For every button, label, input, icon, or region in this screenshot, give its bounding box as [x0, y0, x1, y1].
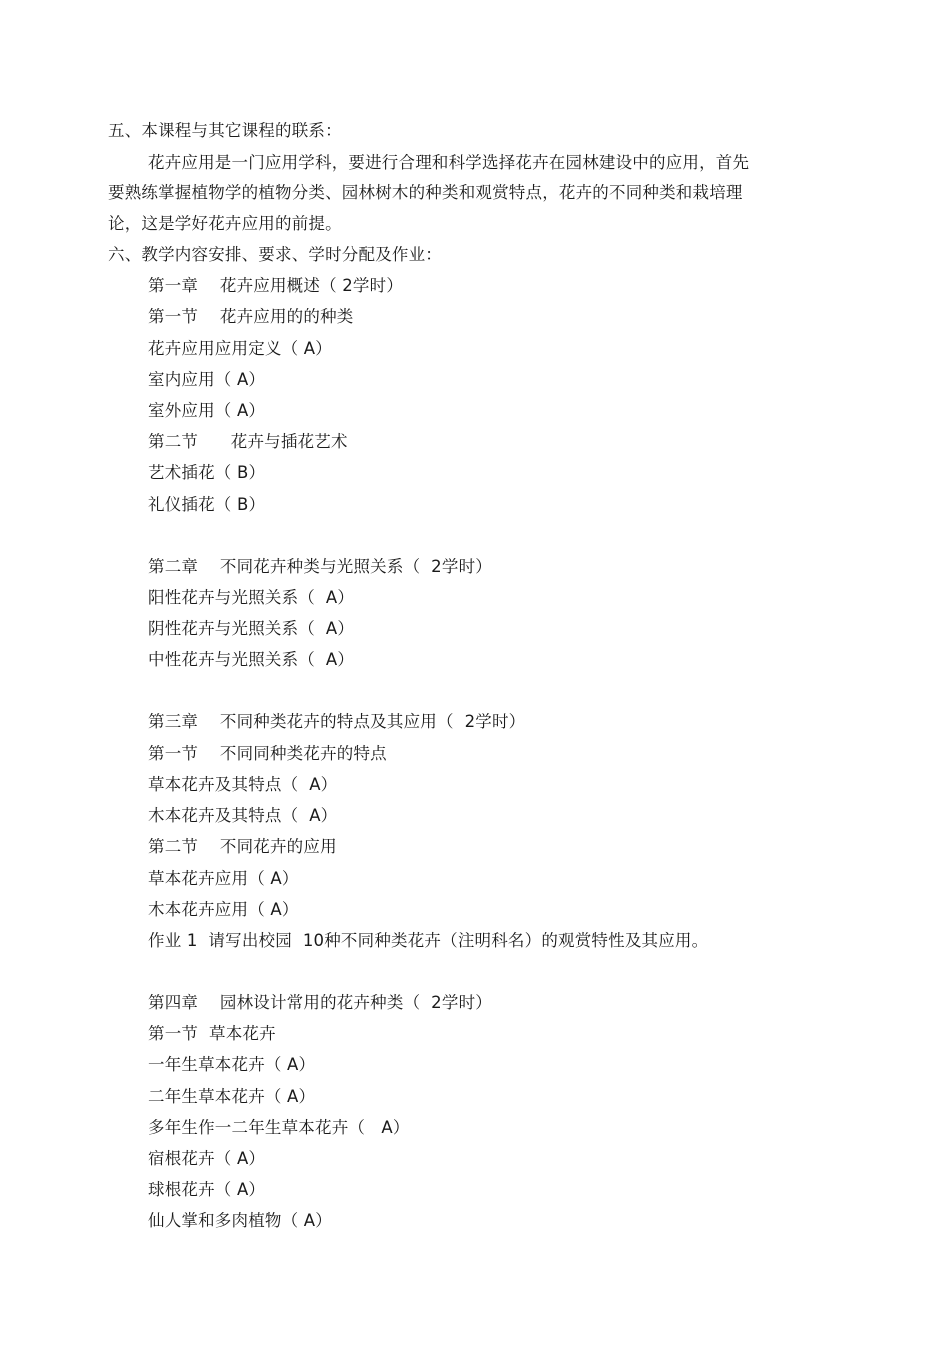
chapter-1-item: 礼仪插花（ B） [148, 495, 266, 514]
chapter-1-item: 艺术插花（ B） [148, 463, 266, 482]
chapter-3-section-1: 第一节 不同同种类花卉的特点 [148, 744, 387, 763]
chapter-2-item: 阳性花卉与光照关系（ A） [148, 588, 355, 607]
chapter-3-item: 草本花卉应用（ A） [148, 869, 299, 888]
chapter-2-item: 阴性花卉与光照关系（ A） [148, 619, 355, 638]
chapter-4-item: 多年生作一二年生草本花卉（ A） [148, 1118, 410, 1137]
paragraph-line-2: 要熟练掌握植物学的植物分类、园林树木的种类和观赏特点，花卉的不同种类和栽培理 [108, 183, 743, 202]
paragraph-line-3: 论，这是学好花卉应用的前提。 [108, 214, 342, 233]
chapter-3-item: 草本花卉及其特点（ A） [148, 775, 338, 794]
chapter-1-title: 第一章 花卉应用概述（ 2学时） [148, 276, 404, 295]
chapter-1-item: 室内应用（ A） [148, 370, 266, 389]
chapter-3-section-2: 第二节 不同花卉的应用 [148, 837, 337, 856]
chapter-4-section-1: 第一节 草本花卉 [148, 1024, 276, 1043]
chapter-3-homework: 作业 1 请写出校园 10种不同种类花卉（注明科名）的观赏特性及其应用。 [148, 931, 709, 950]
chapter-1-section-1: 第一节 花卉应用的的种类 [148, 307, 354, 326]
chapter-4-item: 二年生草本花卉（ A） [148, 1087, 316, 1106]
chapter-4-item: 一年生草本花卉（ A） [148, 1055, 316, 1074]
chapter-1-item: 室外应用（ A） [148, 401, 266, 420]
chapter-4-item: 宿根花卉（ A） [148, 1149, 266, 1168]
section-5-heading: 五、本课程与其它课程的联系： [108, 121, 342, 140]
chapter-1-item: 花卉应用应用定义（ A） [148, 339, 332, 358]
chapter-3-item: 木本花卉及其特点（ A） [148, 806, 338, 825]
chapter-1-section-2: 第二节 花卉与插花艺术 [148, 432, 348, 451]
chapter-4-title: 第四章 园林设计常用的花卉种类（ 2学时） [148, 993, 492, 1012]
section-6-heading: 六、教学内容安排、要求、学时分配及作业： [108, 245, 442, 264]
paragraph-line-1: 花卉应用是一门应用学科，要进行合理和科学选择花卉在园林建设中的应用，首先 [148, 153, 750, 172]
chapter-4-item: 球根花卉（ A） [148, 1180, 266, 1199]
chapter-4-item: 仙人掌和多肉植物（ A） [148, 1211, 332, 1230]
chapter-3-title: 第三章 不同种类花卉的特点及其应用（ 2学时） [148, 712, 526, 731]
chapter-3-item: 木本花卉应用（ A） [148, 900, 299, 919]
chapter-2-title: 第二章 不同花卉种类与光照关系（ 2学时） [148, 557, 492, 576]
chapter-2-item: 中性花卉与光照关系（ A） [148, 650, 355, 669]
